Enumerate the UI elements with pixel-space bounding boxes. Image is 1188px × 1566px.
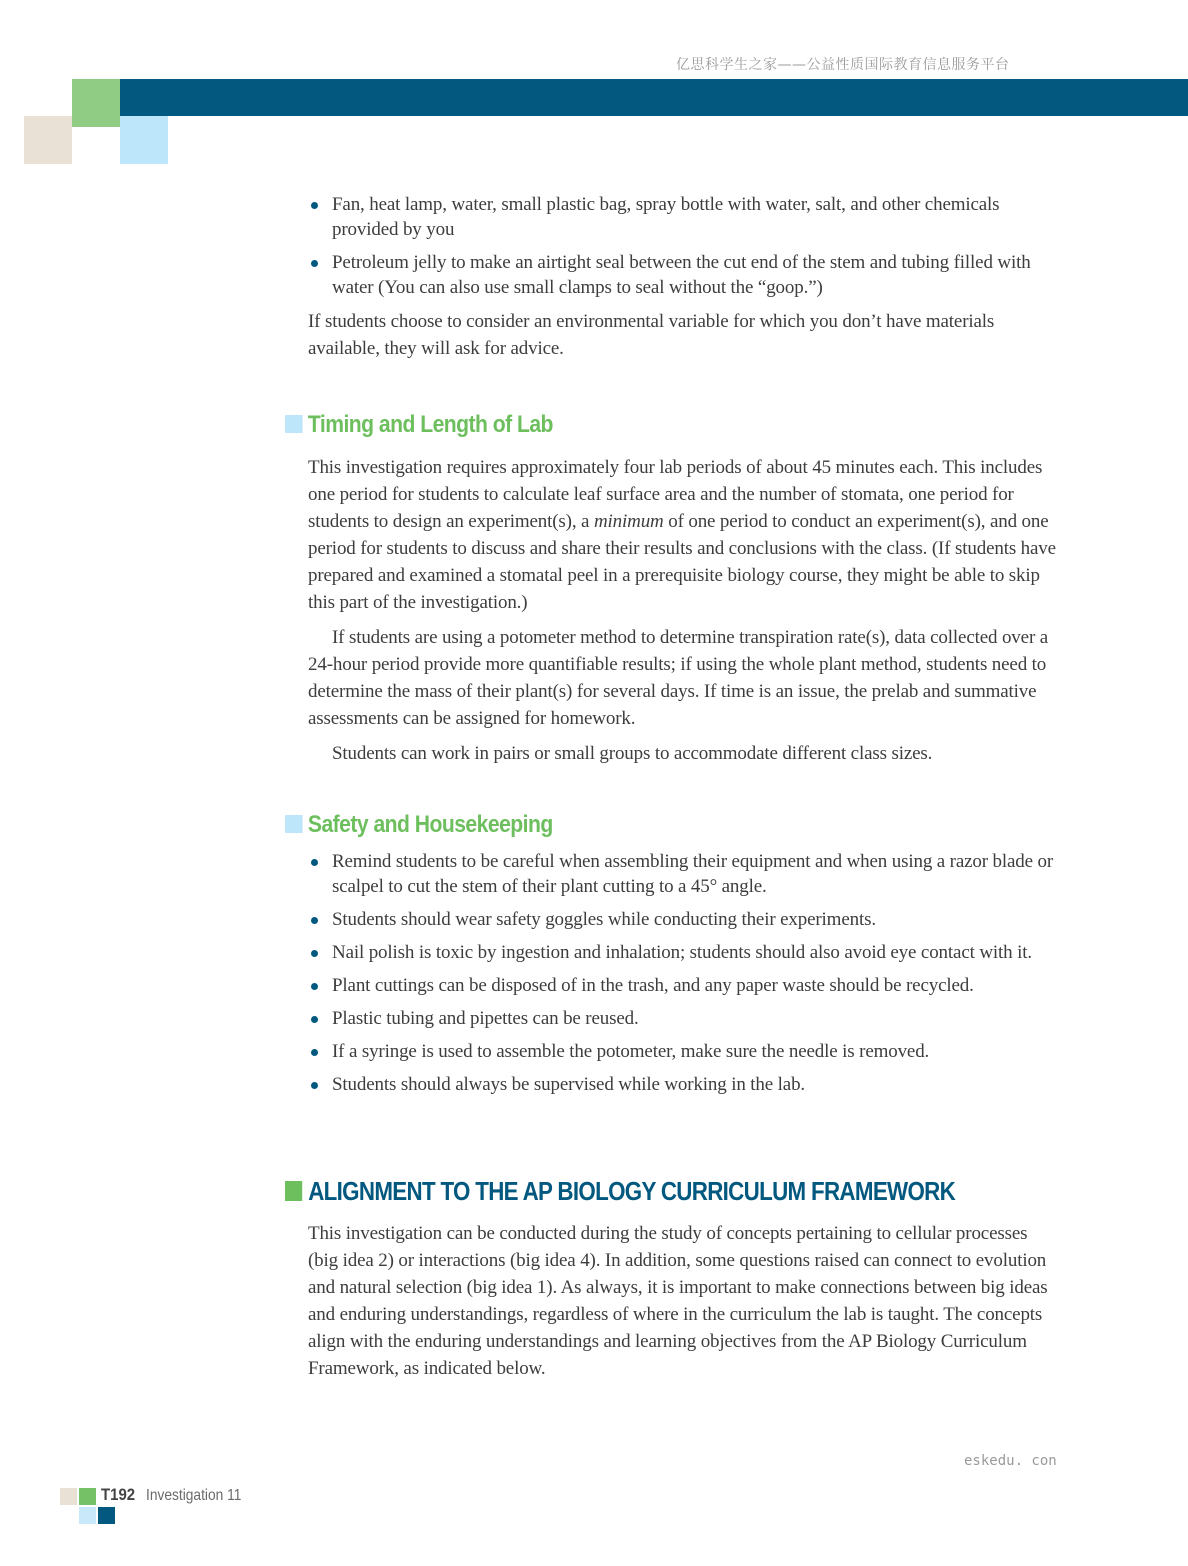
list-item: If a syringe is used to assemble the potometer, make sure the needle is removed. xyxy=(308,1039,1060,1064)
footer-square-navy xyxy=(98,1507,115,1524)
timing-paragraph-3: Students can work in pairs or small groups to accommodate different class sizes. xyxy=(332,743,933,764)
decorative-square-green xyxy=(72,79,120,127)
list-item: Petroleum jelly to make an airtight seal between the cut end of the stem and tubing filled with water (You can also use small clamps to seal without the “goop.”) xyxy=(308,250,1060,300)
list-item: Remind students to be careful when assembling their equipment and when using a razor blade or scalpel to cut the stem of their plant cutting to a 45° angle. xyxy=(308,849,1060,899)
watermark-bottom: eskedu. con xyxy=(964,1453,1057,1469)
bullet-icon xyxy=(311,859,318,866)
alignment-paragraph: This investigation can be conducted during the study of concepts pertaining to cellular processes (big idea 2) or interactions (big idea 4). In addition, some questions raised can connect to evolution and natural selection (big idea 1). As always, it is important to make connections between big ideas and enduring understandings, regardless of where in the curriculum the lab is taught. The concepts align with the enduring understandings and learning objectives from the AP Biology Curriculum Framework, as indicated below. xyxy=(308,1223,1048,1379)
list-item: Students should always be supervised while working in the lab. xyxy=(308,1072,1060,1097)
heading-marker-icon xyxy=(285,815,303,833)
footer-square-light-blue xyxy=(79,1507,96,1524)
safety-section xyxy=(308,849,1060,1105)
header-bar xyxy=(120,79,1188,116)
list-item: Students should wear safety goggles while conducting their experiments. xyxy=(308,907,1060,932)
heading-marker-icon xyxy=(285,1181,302,1201)
bullet-icon xyxy=(311,983,318,990)
footer-square-green xyxy=(79,1488,96,1505)
timing-paragraph-1: This investigation requires approximately four lab periods of about 45 minutes each. This includes one period for students to calculate leaf surface area and the number of stomata, one period for students to design an experiment(s), a minimum of one period to conduct an experiment(s), and one period for students to discuss and share their results and conclusions with the class. (If students have prepared and examined a stomatal peel in a prerequisite biology course, they might be able to skip this part of the investigation.) xyxy=(308,457,1056,613)
list-item: Plastic tubing and pipettes can be reused. xyxy=(308,1006,1060,1031)
page-number: T192 xyxy=(101,1485,136,1504)
materials-list xyxy=(308,192,1060,300)
bullet-icon xyxy=(311,1082,318,1089)
bullet-icon xyxy=(311,202,318,209)
alignment-section xyxy=(308,1220,1060,1382)
bullet-icon xyxy=(311,917,318,924)
timing-section xyxy=(308,454,1060,767)
materials-section xyxy=(308,192,1060,362)
heading-marker-icon xyxy=(285,415,303,433)
safety-list xyxy=(308,849,1060,1097)
bullet-icon xyxy=(311,260,318,267)
watermark-top: 亿思科学生之家——公益性质国际教育信息服务平台 xyxy=(676,57,1010,73)
materials-note: If students choose to consider an environmental variable for which you don’t have materials available, they will ask for advice. xyxy=(308,311,995,359)
section-heading-safety: Safety and Housekeeping xyxy=(285,811,553,839)
list-item: Plant cuttings can be disposed of in the trash, and any paper waste should be recycled. xyxy=(308,973,1060,998)
list-item: Fan, heat lamp, water, small plastic bag, spray bottle with water, salt, and other chemicals provided by you xyxy=(308,192,1060,242)
section-heading-timing: Timing and Length of Lab xyxy=(285,411,553,439)
timing-paragraph-2: If students are using a potometer method to determine transpiration rate(s), data collected over a 24-hour period provide more quantifiable results; if using the whole plant method, students need to determine the mass of their plant(s) for several days. If time is an issue, the prelab and summative assessments can be assigned for homework. xyxy=(308,627,1049,729)
bullet-icon xyxy=(311,1016,318,1023)
decorative-square-beige xyxy=(24,116,72,164)
bullet-icon xyxy=(311,950,318,957)
section-heading-alignment: ALIGNMENT TO THE AP BIOLOGY CURRICULUM FRAMEWORK xyxy=(285,1176,955,1206)
footer-square-beige xyxy=(60,1488,77,1505)
bullet-icon xyxy=(311,1049,318,1056)
footer-title: Investigation 11 xyxy=(146,1487,242,1504)
decorative-square-blue xyxy=(120,116,168,164)
list-item: Nail polish is toxic by ingestion and inhalation; students should also avoid eye contact with it. xyxy=(308,940,1060,965)
